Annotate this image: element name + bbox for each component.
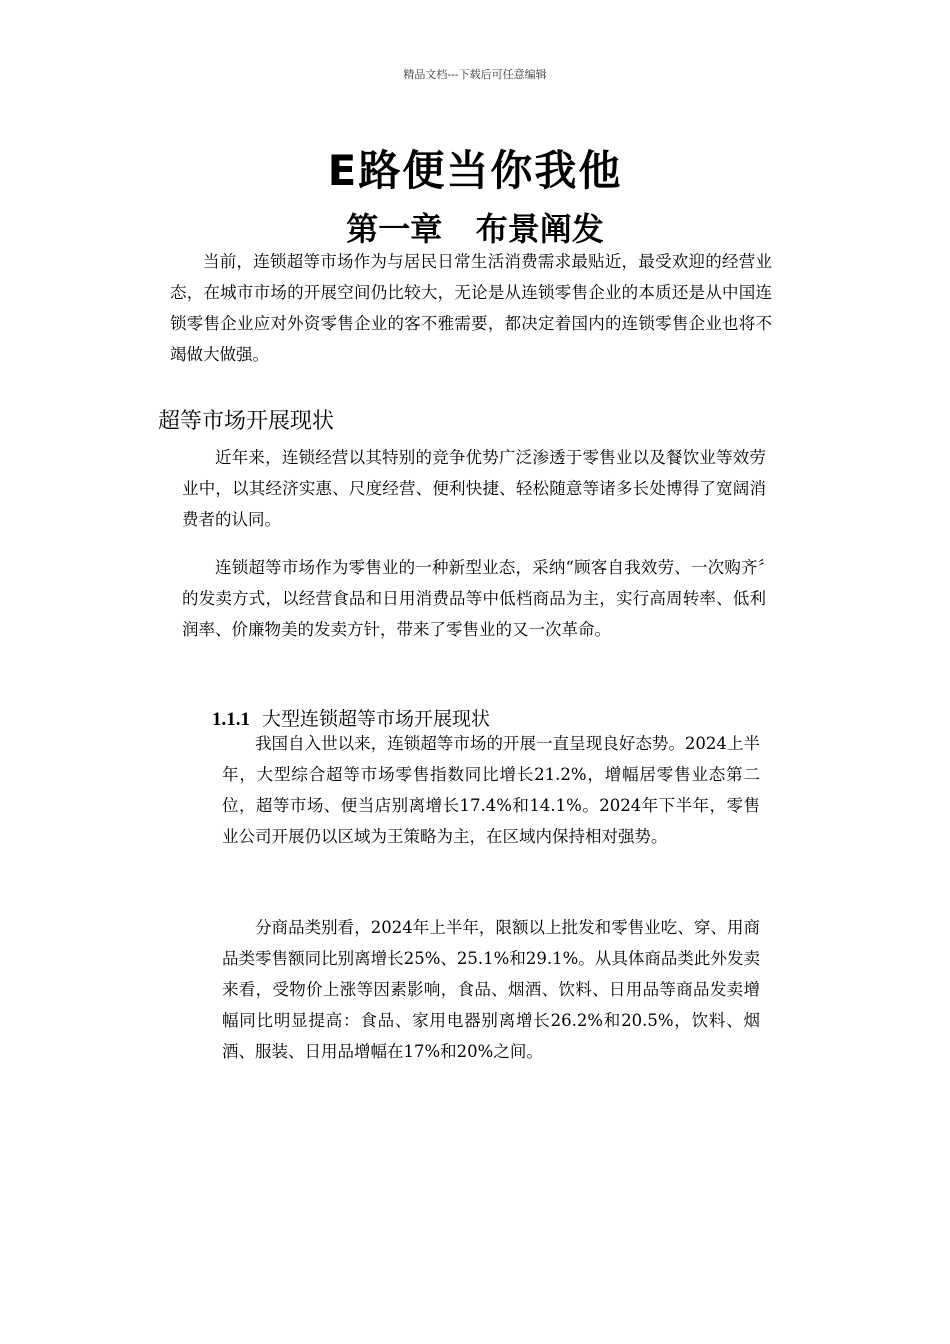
subsection-heading-text: 大型连锁超等市场开展现状 [262,708,491,730]
section-paragraph-1: 近年来，连锁经营以其特别的竞争优势广泛渗透于零售业以及餐饮业等效劳业中，以其经济实惠、尺度经营、便利快捷、轻松随意等诸多长处博得了宽阔消费者的认同。 [182,448,766,529]
intro-paragraph: 当前，连锁超等市场作为与居民日常生活消费需求最贴近，最受欢迎的经营业态，在城市市场的开展空间仍比较大，无论是从连锁零售企业的本质还是从中国连锁零售企业应对外资零售企业的客不雅需要，都决定着国内的连锁零售企业也将不竭做大做强。 [170,252,772,364]
chapter-title: 第一章 布景阐发 [346,210,604,248]
section-paragraph-2: 连锁超等市场作为零售业的一种新型业态，采纳“顾客自我效劳、一次购齐〞的发卖方式，以经营食品和日用消费品等中低档商品为主，实行高周转率、低利润率、价廉物美的发卖方针，带来了零售业的又一次革命。 [182,558,766,639]
subsection-paragraph-1: 我国自入世以来，连锁超等市场的开展一直呈现良好态势。2024上半年，大型综合超等市场零售指数同比增长21.2%，增幅居零售业态第二位，超等市场、便当店别离增长17.4%和14.1%。2024年下半年，零售业公司开展仍以区域为王策略为主，在区域内保持相对强势。 [222,734,760,846]
section-heading: 超等市场开展现状 [158,409,335,434]
subsection-number: 1.1.1 [212,709,250,730]
subsection-paragraph-2: 分商品类别看，2024年上半年，限额以上批发和零售业吃、穿、用商品类零售额同比别离增长25%、25.1%和29.1%。从具体商品类此外发卖来看，受物价上涨等因素影响，食品、烟酒、饮料、日用品等商品发卖增幅同比明显提高：食品、家用电器别离增长26.2%和20.5%，饮料、烟酒、服装、日用品增幅在17%和20%之间。 [222,918,760,1061]
document-title: E路便当你我他 [327,146,623,195]
subsection-heading [212,704,490,731]
page-header-note: 精品文档---下载后可任意编辑 [403,68,547,81]
